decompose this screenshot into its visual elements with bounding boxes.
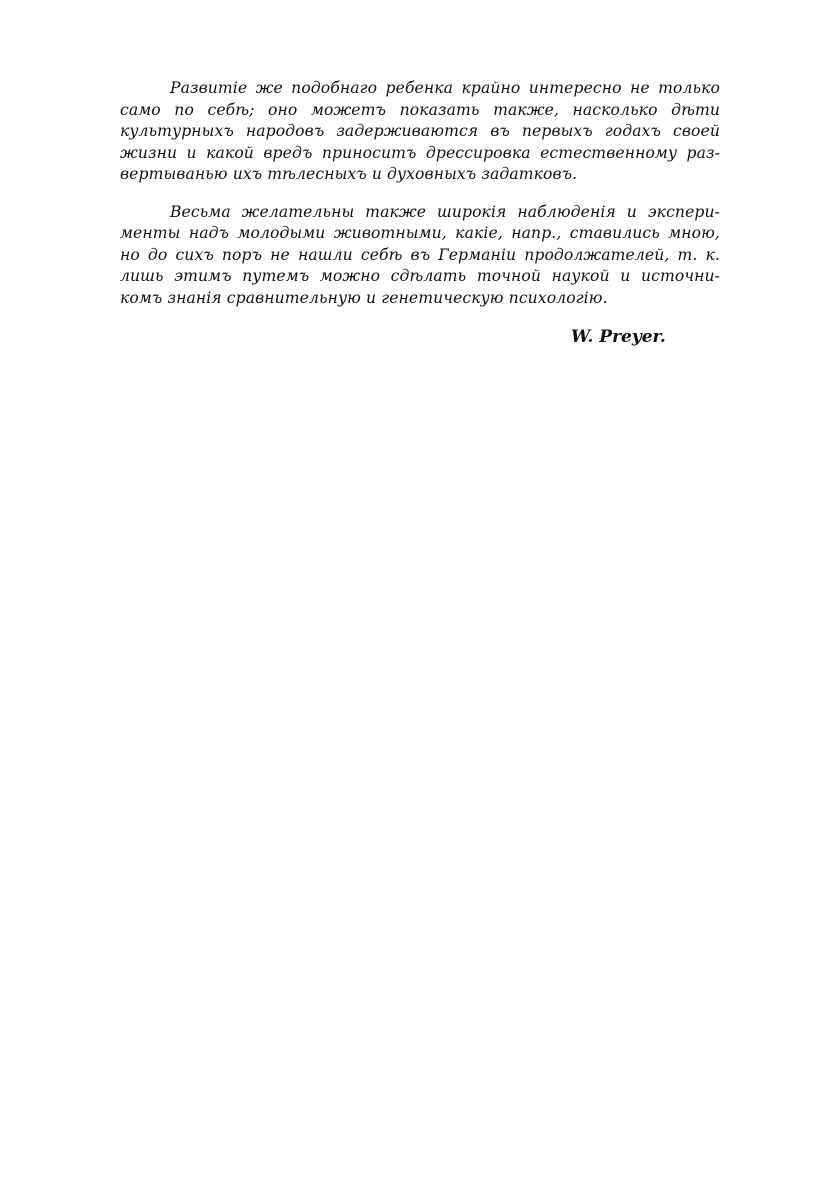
text-line: менты надъ молодыми животными, какіе, напр., ставились мною,	[120, 224, 720, 242]
text-line: вертыванью ихъ тѣлесныхъ и духовныхъ задатковъ.	[120, 165, 578, 183]
text-line: комъ знанія сравнительную и генетическую психологію.	[120, 288, 608, 307]
text-line: лишь этимъ путемъ можно сдѣлать точной наукой и источни-	[120, 267, 720, 285]
author-signature: W. Preyer.	[571, 327, 666, 347]
text-line: Развитіе же подобнаго ребенка крайно интересно не только	[170, 79, 720, 97]
text-line: Весьма желательны также широкія наблюденія и экспери-	[170, 202, 720, 221]
body-text	[120, 78, 720, 309]
text-line: жизни и какой вредъ приноситъ дрессировка естественному раз-	[120, 143, 720, 162]
paragraph-2	[120, 202, 720, 310]
text-line: но до сихъ поръ не нашли себѣ въ Германіи продолжателей, т. к.	[120, 245, 720, 264]
paragraph-1	[120, 78, 720, 186]
text-line: само по себѣ; оно можетъ показать также, насколько дѣти	[120, 100, 720, 119]
text-line: культурныхъ народовъ задерживаются въ первыхъ годахъ своей	[120, 122, 720, 140]
